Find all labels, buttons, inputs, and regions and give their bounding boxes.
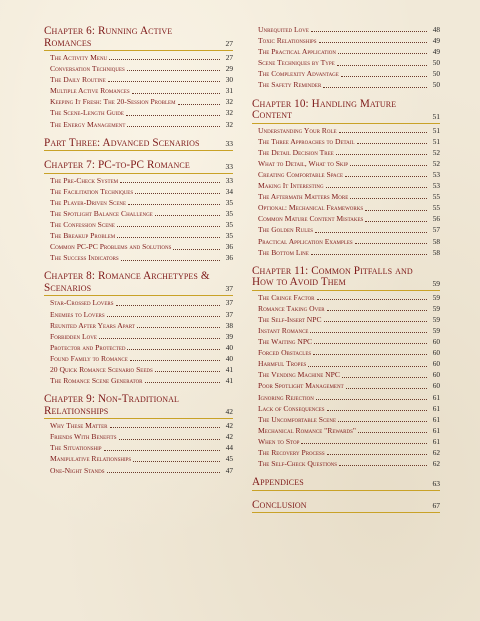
toc-entry-label: Understanding Your Role bbox=[258, 125, 337, 135]
toc-entry-creating-comfortable-space[interactable] bbox=[252, 171, 440, 179]
toc-entry-page-number: 50 bbox=[432, 58, 440, 68]
dot-leader bbox=[358, 432, 427, 433]
toc-entry-page-number: 31 bbox=[225, 86, 233, 96]
chapter-heading-chapter-10-handling-mature-content[interactable] bbox=[252, 99, 440, 124]
toc-entry-page-number: 41 bbox=[225, 376, 233, 386]
toc-entry-page-number: 29 bbox=[225, 64, 233, 74]
toc-entry-the-success-indicators[interactable] bbox=[44, 254, 233, 262]
toc-entry-label: The Aftermath Matters More bbox=[258, 192, 349, 202]
dot-leader bbox=[339, 465, 427, 466]
dot-leader bbox=[337, 65, 427, 66]
toc-entry-the-energy-management[interactable] bbox=[44, 121, 233, 129]
chapter-heading-chapter-11-common-pitfalls-and-how-to-av[interactable] bbox=[252, 266, 440, 291]
toc-entry-what-to-detail-what-to-skip[interactable] bbox=[252, 160, 440, 168]
toc-entry-the-pre-check-system[interactable] bbox=[44, 177, 233, 185]
toc-entry-label: The Confession Scene bbox=[50, 220, 115, 230]
toc-entry-page-number: 41 bbox=[225, 364, 233, 374]
dot-leader bbox=[104, 450, 220, 451]
toc-entry-label: Practical Application Examples bbox=[258, 236, 353, 246]
toc-entry-star-crossed-lovers[interactable] bbox=[44, 299, 233, 307]
toc-entry-page-number: 58 bbox=[432, 236, 440, 246]
toc-entry-label: The Golden Rules bbox=[258, 225, 314, 235]
toc-entry-label: Common PC-PC Problems and Solutions bbox=[50, 242, 172, 252]
toc-entry-label: Conversation Techniques bbox=[50, 64, 125, 74]
dot-leader bbox=[316, 399, 427, 400]
dot-leader bbox=[345, 176, 427, 177]
dot-leader bbox=[133, 461, 220, 462]
toc-entry-label: Found Family to Romance bbox=[50, 353, 128, 363]
toc-entry-conversation-techniques[interactable] bbox=[44, 65, 233, 73]
dot-leader bbox=[107, 472, 221, 473]
dot-leader bbox=[341, 76, 427, 77]
dot-leader bbox=[137, 327, 220, 328]
toc-entry-page-number: 62 bbox=[432, 459, 440, 469]
dot-leader bbox=[127, 126, 220, 127]
chapter-heading-conclusion[interactable] bbox=[252, 500, 440, 514]
toc-entry-label: What to Detail, What to Skip bbox=[258, 158, 348, 168]
toc-entry-page-number: 42 bbox=[225, 432, 233, 442]
toc-entry-label: Forbidden Love bbox=[50, 331, 97, 341]
toc-entry-label: Unrequited Love bbox=[258, 25, 309, 34]
toc-entry-page-number: 62 bbox=[432, 448, 440, 457]
toc-left-column bbox=[44, 26, 233, 478]
dot-leader bbox=[319, 42, 427, 43]
dot-leader bbox=[317, 299, 427, 300]
toc-entry-20-quick-romance-scenario-seeds[interactable] bbox=[44, 366, 233, 374]
toc-entry-label: The Energy Management bbox=[50, 119, 126, 129]
toc-entry-the-situationship[interactable] bbox=[44, 444, 233, 452]
dot-leader bbox=[121, 260, 220, 261]
toc-entry-label: Toxic Relationships bbox=[258, 36, 317, 46]
chapter-page-number: 59 bbox=[432, 278, 440, 288]
toc-entry-page-number: 61 bbox=[432, 436, 440, 446]
toc-entry-the-self-check-questions[interactable] bbox=[252, 460, 440, 468]
toc-entry-page-number: 60 bbox=[432, 348, 440, 358]
toc-entry-label: The Bottom Line bbox=[258, 247, 309, 257]
dot-leader bbox=[350, 198, 427, 199]
toc-entry-page-number: 40 bbox=[225, 342, 233, 352]
toc-entry-page-number: 61 bbox=[432, 425, 440, 435]
toc-entry-label: Ignoring Rejection bbox=[258, 392, 314, 402]
toc-entry-label: The Three Approaches to Detail bbox=[258, 136, 355, 146]
dot-leader bbox=[314, 343, 427, 344]
toc-entry-label: The Success Indicators bbox=[50, 253, 119, 263]
toc-entry-label: The Breakup Problem bbox=[50, 231, 116, 241]
toc-entry-page-number: 60 bbox=[432, 337, 440, 347]
chapter-heading-part-three-advanced-scenarios[interactable] bbox=[44, 138, 233, 152]
dot-leader bbox=[155, 371, 220, 372]
toc-entry-page-number: 53 bbox=[432, 181, 440, 191]
toc-entry-label: Mechanical Romance "Rewards" bbox=[258, 425, 356, 435]
toc-entry-label: The Activity Menu bbox=[50, 53, 108, 62]
dot-leader bbox=[327, 454, 427, 455]
toc-entry-page-number: 39 bbox=[225, 331, 233, 341]
toc-entry-page-number: 42 bbox=[225, 421, 233, 431]
toc-entry-page-number: 49 bbox=[432, 47, 440, 57]
toc-entry-scene-techniques-by-type[interactable] bbox=[252, 59, 440, 67]
toc-entry-page-number: 59 bbox=[432, 303, 440, 313]
toc-entry-label: Lack of Consequences bbox=[258, 403, 325, 413]
toc-entry-label: Common Mature Content Mistakes bbox=[258, 214, 364, 224]
toc-entry-page-number: 30 bbox=[225, 75, 233, 85]
toc-entry-page-number: 38 bbox=[225, 320, 233, 330]
toc-entry-label: The Situationship bbox=[50, 443, 102, 453]
dot-leader bbox=[313, 354, 427, 355]
chapter-heading-chapter-8-romance-archetypes-scenarios[interactable] bbox=[44, 271, 233, 296]
toc-entry-label: The Pre-Check System bbox=[50, 175, 119, 185]
toc-entry-page-number: 44 bbox=[225, 443, 233, 453]
toc-entry-the-uncomfortable-scene[interactable] bbox=[252, 416, 440, 424]
toc-entry-reunited-after-years-apart[interactable] bbox=[44, 322, 233, 330]
toc-entry-the-confession-scene[interactable] bbox=[44, 221, 233, 229]
toc-entry-label: The Uncomfortable Scene bbox=[258, 414, 336, 424]
dot-leader bbox=[135, 193, 220, 194]
chapter-page-number: 33 bbox=[225, 139, 233, 149]
dot-leader bbox=[110, 427, 221, 428]
toc-entry-label: The Cringe Factor bbox=[258, 292, 315, 302]
dot-leader bbox=[339, 132, 427, 133]
toc-entry-the-safety-reminder[interactable] bbox=[252, 81, 440, 89]
chapter-page-number: 63 bbox=[432, 478, 440, 488]
dot-leader bbox=[315, 232, 427, 233]
toc-entry-romance-taking-over[interactable] bbox=[252, 305, 440, 313]
chapter-page-number: 51 bbox=[432, 111, 440, 121]
toc-entry-label: Keeping It Fresh: The 20-Session Problem bbox=[50, 97, 176, 107]
toc-entry-page-number: 35 bbox=[225, 208, 233, 218]
toc-entry-enemies-to-lovers[interactable] bbox=[44, 311, 233, 319]
toc-entry-label: When to Stop bbox=[258, 436, 300, 446]
dot-leader bbox=[117, 237, 220, 238]
toc-entry-page-number: 35 bbox=[225, 220, 233, 230]
toc-entry-label: Forced Obstacles bbox=[258, 348, 312, 358]
toc-entry-label: The Complexity Advantage bbox=[258, 69, 339, 79]
toc-entry-label: Enemies to Lovers bbox=[50, 309, 105, 319]
dot-leader bbox=[127, 70, 220, 71]
chapter-page-number: 37 bbox=[225, 284, 233, 294]
chapter-title: Chapter 9: Non-Traditional Relationships bbox=[44, 393, 179, 417]
toc-entry-page-number: 50 bbox=[432, 69, 440, 79]
chapter-title: Chapter 10: Handling Mature Content bbox=[252, 97, 397, 122]
toc-entry-label: The Romance Scene Generator bbox=[50, 376, 143, 386]
dot-leader bbox=[107, 316, 220, 317]
toc-entry-label: The Detail Decision Tree bbox=[258, 147, 334, 157]
toc-entry-when-to-stop[interactable] bbox=[252, 438, 440, 446]
toc-entry-multiple-active-romances[interactable] bbox=[44, 87, 233, 95]
dot-leader bbox=[117, 226, 220, 227]
toc-entry-page-number: 40 bbox=[225, 353, 233, 363]
toc-entry-label: Multiple Active Romances bbox=[50, 86, 130, 96]
toc-entry-label: The Recovery Process bbox=[258, 448, 325, 457]
toc-entry-the-bottom-line[interactable] bbox=[252, 249, 440, 257]
chapter-title: Chapter 6: Running Active Romances bbox=[44, 25, 173, 49]
chapter-page-number: 67 bbox=[432, 501, 440, 511]
toc-entry-label: Star-Crossed Lovers bbox=[50, 298, 114, 308]
toc-entry-the-cringe-factor[interactable] bbox=[252, 294, 440, 302]
toc-entry-optional-mechanical-frameworks[interactable] bbox=[252, 204, 440, 212]
dot-leader bbox=[350, 165, 427, 166]
toc-entry-manipulative-relationships[interactable] bbox=[44, 455, 233, 463]
toc-entry-the-scene-length-guide[interactable] bbox=[44, 109, 233, 117]
dot-leader bbox=[173, 249, 220, 250]
toc-entry-label: Creating Comfortable Space bbox=[258, 169, 344, 179]
toc-entry-the-detail-decision-tree[interactable] bbox=[252, 149, 440, 157]
dot-leader bbox=[365, 221, 427, 222]
toc-entry-page-number: 59 bbox=[432, 314, 440, 324]
toc-entry-mechanical-romance-rewards[interactable] bbox=[252, 427, 440, 435]
toc-entry-page-number: 58 bbox=[432, 247, 440, 257]
toc-entry-label: Harmful Tropes bbox=[258, 359, 307, 369]
toc-right-column bbox=[252, 26, 440, 516]
toc-entry-label: The Spotlight Balance Challenge bbox=[50, 208, 153, 218]
dot-leader bbox=[338, 421, 427, 422]
toc-entry-the-practical-application[interactable] bbox=[252, 48, 440, 56]
toc-entry-the-aftermath-matters-more[interactable] bbox=[252, 193, 440, 201]
toc-entry-toxic-relationships[interactable] bbox=[252, 37, 440, 45]
chapter-page-number: 42 bbox=[225, 407, 233, 417]
toc-entry-page-number: 56 bbox=[432, 214, 440, 224]
toc-entry-the-daily-routine[interactable] bbox=[44, 76, 233, 84]
toc-entry-the-recovery-process[interactable] bbox=[252, 449, 440, 457]
toc-entry-label: The Self-Check Questions bbox=[258, 459, 338, 469]
toc-entry-page-number: 49 bbox=[432, 36, 440, 46]
toc-entry-poor-spotlight-management[interactable] bbox=[252, 382, 440, 390]
dot-leader bbox=[311, 254, 427, 255]
toc-entry-making-it-interesting[interactable] bbox=[252, 182, 440, 190]
dot-leader bbox=[346, 388, 427, 389]
toc-entry-label: The Facilitation Techniques bbox=[50, 186, 134, 196]
toc-entry-harmful-tropes[interactable] bbox=[252, 360, 440, 368]
dot-leader bbox=[145, 382, 220, 383]
dot-leader bbox=[128, 204, 220, 205]
dot-leader bbox=[130, 360, 220, 361]
toc-entry-page-number: 60 bbox=[432, 381, 440, 391]
dot-leader bbox=[119, 439, 220, 440]
dot-leader bbox=[301, 443, 427, 444]
toc-entry-found-family-to-romance[interactable] bbox=[44, 355, 233, 363]
toc-entry-the-vending-machine-npc[interactable] bbox=[252, 371, 440, 379]
toc-entry-page-number: 59 bbox=[432, 325, 440, 335]
toc-entry-the-self-insert-npc[interactable] bbox=[252, 316, 440, 324]
dot-leader bbox=[155, 215, 220, 216]
toc-entry-label: 20 Quick Romance Scenario Seeds bbox=[50, 364, 153, 374]
toc-entry-the-breakup-problem[interactable] bbox=[44, 232, 233, 240]
toc-entry-the-activity-menu[interactable] bbox=[44, 54, 233, 62]
toc-entry-page-number: 52 bbox=[432, 158, 440, 168]
toc-entry-page-number: 45 bbox=[225, 454, 233, 464]
toc-entry-forbidden-love[interactable] bbox=[44, 333, 233, 341]
toc-entry-forced-obstacles[interactable] bbox=[252, 349, 440, 357]
chapter-page-number: 33 bbox=[225, 161, 233, 171]
toc-entry-understanding-your-role[interactable] bbox=[252, 127, 440, 135]
dot-leader bbox=[120, 182, 220, 183]
toc-entry-label: Manipulative Relationships bbox=[50, 454, 132, 464]
toc-entry-page-number: 61 bbox=[432, 403, 440, 413]
toc-entry-unrequited-love[interactable] bbox=[252, 26, 440, 34]
toc-entry-page-number: 60 bbox=[432, 359, 440, 369]
toc-entry-lack-of-consequences[interactable] bbox=[252, 405, 440, 413]
toc-entry-page-number: 50 bbox=[432, 80, 440, 90]
toc-entry-page-number: 61 bbox=[432, 414, 440, 424]
toc-entry-page-number: 36 bbox=[225, 253, 233, 263]
dot-leader bbox=[327, 310, 427, 311]
chapter-title: Chapter 7: PC-to-PC Romance bbox=[44, 159, 190, 172]
toc-entry-page-number: 59 bbox=[432, 292, 440, 302]
toc-entry-label: Friends With Benefits bbox=[50, 432, 117, 442]
toc-entry-label: Romance Taking Over bbox=[258, 303, 325, 313]
toc-entry-the-golden-rules[interactable] bbox=[252, 226, 440, 234]
toc-entry-common-mature-content-mistakes[interactable] bbox=[252, 215, 440, 223]
toc-entry-one-night-stands[interactable] bbox=[44, 467, 233, 475]
dot-leader bbox=[357, 143, 427, 144]
toc-entry-the-spotlight-balance-challenge[interactable] bbox=[44, 210, 233, 218]
toc-entry-the-romance-scene-generator[interactable] bbox=[44, 377, 233, 385]
dot-leader bbox=[324, 321, 427, 322]
chapter-heading-chapter-7-pc-to-pc-romance[interactable] bbox=[44, 160, 233, 174]
toc-entry-label: The Daily Routine bbox=[50, 75, 106, 85]
toc-entry-the-player-driven-scene[interactable] bbox=[44, 199, 233, 207]
toc-entry-page-number: 52 bbox=[432, 147, 440, 157]
chapter-title: Chapter 8: Romance Archetypes & Scenarios bbox=[44, 270, 210, 294]
toc-entry-label: The Safety Reminder bbox=[258, 80, 322, 90]
toc-entry-page-number: 61 bbox=[432, 392, 440, 402]
toc-entry-page-number: 35 bbox=[225, 231, 233, 241]
toc-entry-label: Poor Spotlight Management bbox=[258, 381, 344, 391]
toc-entry-page-number: 47 bbox=[225, 465, 233, 475]
toc-entry-the-waiting-npc[interactable] bbox=[252, 338, 440, 346]
toc-entry-page-number: 34 bbox=[225, 186, 233, 196]
toc-entry-page-number: 53 bbox=[432, 169, 440, 179]
toc-entry-the-three-approaches-to-detail[interactable] bbox=[252, 138, 440, 146]
dot-leader bbox=[355, 243, 427, 244]
dot-leader bbox=[126, 115, 220, 116]
toc-entry-label: Making It Interesting bbox=[258, 181, 324, 191]
dot-leader bbox=[178, 104, 220, 105]
toc-entry-page-number: 37 bbox=[225, 298, 233, 308]
toc-entry-the-complexity-advantage[interactable] bbox=[252, 70, 440, 78]
toc-entry-protector-and-protected[interactable] bbox=[44, 344, 233, 352]
toc-entry-label: Optional: Mechanical Frameworks bbox=[258, 203, 364, 213]
toc-entry-page-number: 48 bbox=[432, 25, 440, 34]
toc-entry-page-number: 36 bbox=[225, 242, 233, 252]
chapter-page-number: 27 bbox=[225, 39, 233, 48]
toc-entry-page-number: 32 bbox=[225, 97, 233, 107]
chapter-title: Part Three: Advanced Scenarios bbox=[44, 136, 200, 149]
toc-entry-label: Why These Matter bbox=[50, 421, 108, 431]
toc-entry-page-number: 33 bbox=[225, 175, 233, 185]
dot-leader bbox=[108, 81, 220, 82]
toc-entry-label: Scene Techniques by Type bbox=[258, 58, 335, 68]
toc-entry-label: Instant Romance bbox=[258, 325, 309, 335]
toc-entry-label: One-Night Stands bbox=[50, 465, 105, 475]
chapter-heading-chapter-9-non-traditional-relationships[interactable] bbox=[44, 394, 233, 419]
chapter-heading-chapter-6-running-active-romances[interactable] bbox=[44, 26, 233, 51]
toc-entry-common-pc-pc-problems-and-solutions[interactable] bbox=[44, 243, 233, 251]
toc-entry-page-number: 51 bbox=[432, 136, 440, 146]
chapter-heading-appendices[interactable] bbox=[252, 477, 440, 491]
dot-leader bbox=[127, 349, 220, 350]
toc-entry-why-these-matter[interactable] bbox=[44, 422, 233, 430]
toc-entry-page-number: 51 bbox=[432, 125, 440, 135]
toc-entry-page-number: 55 bbox=[432, 203, 440, 213]
chapter-title: Chapter 11: Common Pitfalls and How to Avoid Them bbox=[252, 264, 413, 289]
toc-entry-practical-application-examples[interactable] bbox=[252, 238, 440, 246]
toc-entry-page-number: 32 bbox=[225, 119, 233, 129]
toc-entry-label: The Practical Application bbox=[258, 47, 337, 57]
toc-entry-label: The Vending Machine NPC bbox=[258, 370, 340, 380]
chapter-title: Conclusion bbox=[252, 498, 307, 511]
toc-entry-label: The Self-Insert NPC bbox=[258, 314, 322, 324]
toc-entry-page-number: 37 bbox=[225, 309, 233, 319]
toc-entry-page-number: 60 bbox=[432, 370, 440, 380]
toc-entry-ignoring-rejection[interactable] bbox=[252, 394, 440, 402]
dot-leader bbox=[109, 59, 220, 60]
dot-leader bbox=[327, 410, 427, 411]
toc-entry-page-number: 35 bbox=[225, 197, 233, 207]
dot-leader bbox=[365, 210, 427, 211]
dot-leader bbox=[336, 154, 427, 155]
toc-entry-instant-romance[interactable] bbox=[252, 327, 440, 335]
toc-entry-label: Protector and Protected bbox=[50, 342, 126, 352]
toc-entry-label: The Scene-Length Guide bbox=[50, 108, 124, 118]
dot-leader bbox=[99, 338, 220, 339]
dot-leader bbox=[116, 305, 220, 306]
toc-entry-keeping-it-fresh-the-20-session-problem[interactable] bbox=[44, 98, 233, 106]
dot-leader bbox=[342, 377, 427, 378]
dot-leader bbox=[310, 332, 427, 333]
toc-entry-page-number: 55 bbox=[432, 192, 440, 202]
toc-entry-label: The Player-Driven Scene bbox=[50, 197, 127, 207]
toc-entry-label: The Waiting NPC bbox=[258, 337, 313, 347]
toc-entry-page-number: 27 bbox=[225, 53, 233, 62]
chapter-title: Appendices bbox=[252, 476, 304, 489]
toc-entry-friends-with-benefits[interactable] bbox=[44, 433, 233, 441]
dot-leader bbox=[323, 87, 427, 88]
dot-leader bbox=[311, 31, 427, 32]
dot-leader bbox=[308, 366, 427, 367]
toc-entry-page-number: 32 bbox=[225, 108, 233, 118]
dot-leader bbox=[132, 93, 220, 94]
toc-entry-page-number: 57 bbox=[432, 225, 440, 235]
toc-entry-the-facilitation-techniques[interactable] bbox=[44, 188, 233, 196]
toc-entry-label: Reunited After Years Apart bbox=[50, 320, 135, 330]
dot-leader bbox=[326, 187, 427, 188]
dot-leader bbox=[338, 53, 427, 54]
